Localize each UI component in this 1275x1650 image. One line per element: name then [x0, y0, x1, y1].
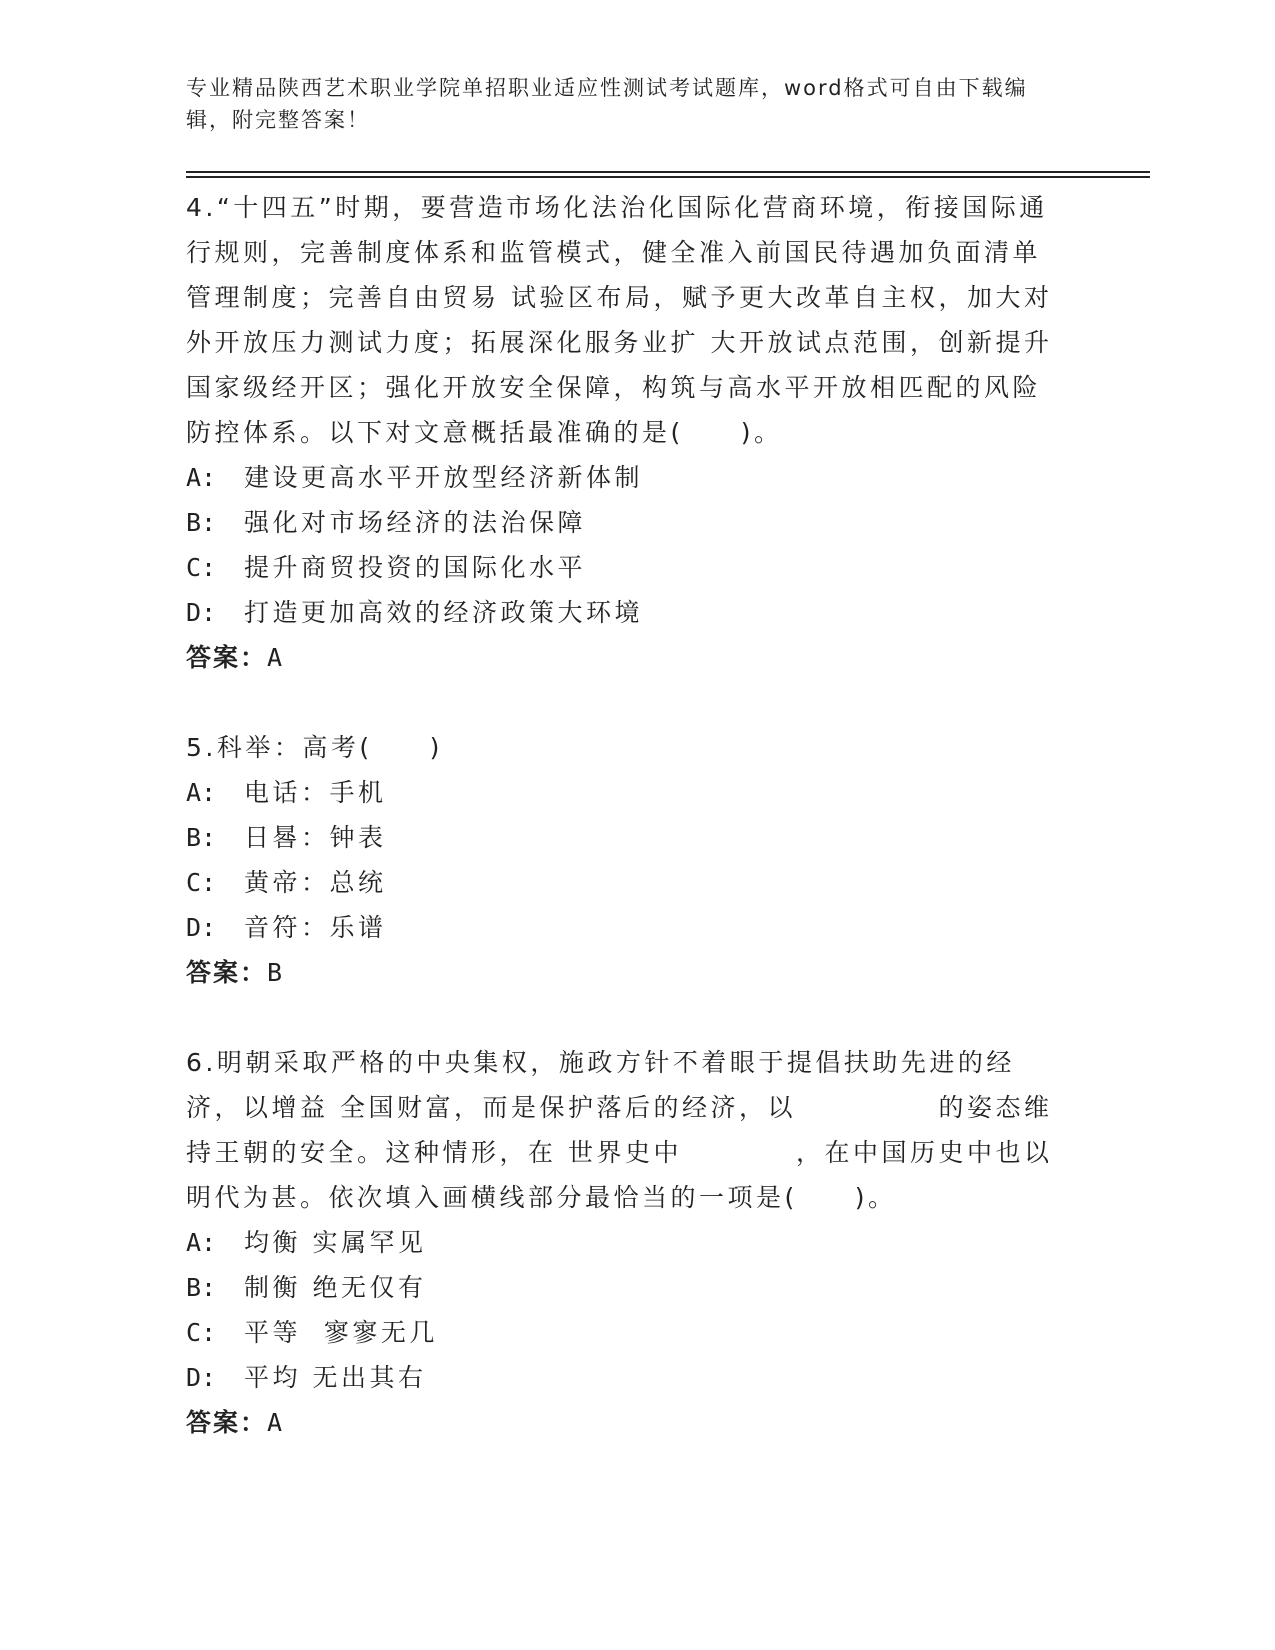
- question-4: [186, 185, 1066, 680]
- question-5: [186, 725, 1066, 995]
- option-letter: A:: [186, 1228, 217, 1257]
- answer-value: A: [267, 643, 285, 672]
- question-stem: 5.科举：高考( ): [186, 733, 443, 762]
- answer-label: 答案：: [186, 1408, 268, 1437]
- spacer: [186, 995, 1066, 1040]
- option-letter: A:: [186, 463, 217, 492]
- option-d: [186, 905, 1066, 950]
- answer-line: [186, 950, 1066, 995]
- option-d: [186, 590, 1066, 635]
- question-list: [186, 185, 1066, 1445]
- option-text: 平等 寥寥无几: [244, 1318, 438, 1347]
- option-b: [186, 500, 1066, 545]
- question-6: [186, 1040, 1066, 1445]
- option-text: 强化对市场经济的法治保障: [244, 508, 587, 537]
- option-text: 制衡 绝无仅有: [244, 1273, 427, 1302]
- option-text: 打造更加高效的经济政策大环境: [244, 598, 644, 627]
- answer-line: [186, 1400, 1066, 1445]
- option-letter: D:: [186, 1363, 217, 1392]
- option-b: [186, 815, 1066, 860]
- option-letter: B:: [186, 823, 217, 852]
- option-d: [186, 1355, 1066, 1400]
- page-header: 专业精品陕西艺术职业学院单招职业适应性测试考试题库，word格式可自由下载编辑，附完整答案！: [186, 76, 1028, 132]
- answer-label: 答案：: [186, 643, 268, 672]
- option-a: [186, 770, 1066, 815]
- spacer: [186, 680, 1066, 725]
- option-b: [186, 1265, 1066, 1310]
- option-text: 均衡 实属罕见: [244, 1228, 427, 1257]
- option-c: [186, 860, 1066, 905]
- header-rule-bottom: [186, 176, 1150, 178]
- option-text: 日晷：钟表: [244, 823, 387, 852]
- option-text: 平均 无出其右: [244, 1363, 427, 1392]
- option-letter: B:: [186, 508, 217, 537]
- header-rule-top: [186, 171, 1150, 173]
- option-letter: A:: [186, 778, 217, 807]
- question-stem: 4.“十四五”时期，要营造市场化法治化国际化营商环境，衔接国际通行规则，完善制度体系和监管模式，健全准入前国民待遇加负面清单管理制度；完善自由贸易 试验区布局，赋予更大改革自主权，加大对外开放压力测试力度；拓展深化服务业扩 大开放试点范围，创新提升国家级经开区；强化开放安全保障，构筑与高水平开放相匹配的风险防控体系。以下对文意概括最准确的是( )。: [186, 193, 1053, 447]
- option-c: [186, 1310, 1066, 1355]
- option-text: 电话：手机: [244, 778, 387, 807]
- option-text: 黄帝：总统: [244, 868, 387, 897]
- option-letter: D:: [186, 598, 217, 627]
- answer-value: A: [267, 1408, 285, 1437]
- option-text: 提升商贸投资的国际化水平: [244, 553, 587, 582]
- option-c: [186, 545, 1066, 590]
- answer-line: [186, 635, 1066, 680]
- answer-label: 答案：: [186, 958, 268, 987]
- option-letter: C:: [186, 1318, 217, 1347]
- option-text: 音符：乐谱: [244, 913, 387, 942]
- option-letter: C:: [186, 868, 217, 897]
- question-stem: 6.明朝采取严格的中央集权，施政方针不着眼于提倡扶助先进的经济，以增益 全国财富，而是保护落后的经济，以 的姿态维持王朝的安全。这种情形，在 世界史中 ，在中国历史中也以明代为甚。依次填入画横线部分最恰当的一项是( )。: [186, 1048, 1053, 1212]
- option-text: 建设更高水平开放型经济新体制: [244, 463, 644, 492]
- option-letter: D:: [186, 913, 217, 942]
- answer-value: B: [267, 958, 285, 987]
- option-letter: B:: [186, 1273, 217, 1302]
- option-a: [186, 1220, 1066, 1265]
- option-a: [186, 455, 1066, 500]
- option-letter: C:: [186, 553, 217, 582]
